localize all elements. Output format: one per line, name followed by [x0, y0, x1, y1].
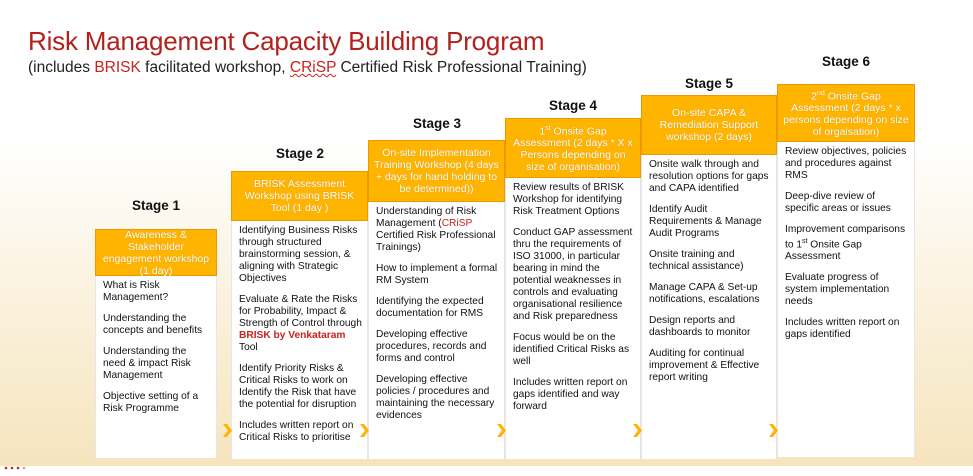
- stage-4-header-text: 1: [539, 125, 546, 138]
- stage-3-column: [368, 140, 505, 459]
- stage-2-item: Identify Priority Risks & Critical Risks to work on Identify the Risk that have the potential for disruption: [239, 363, 357, 410]
- stage-2-item: Identifying Business Risks through structured brainstorming session, & aligning with Strategic Objectives: [239, 225, 358, 284]
- stage-6-header-text: Onsite Gap Assessment (2 days * x persons depending on size of orgaisation): [783, 90, 909, 139]
- stage-4-column: [505, 118, 641, 459]
- chevron-right-icon: [497, 424, 506, 437]
- stage-6-header-text: 2: [811, 90, 817, 103]
- stage-1-item-text: Objective setting of a Risk Programme: [103, 391, 199, 414]
- stage-1-label: Stage 1: [131, 198, 181, 213]
- stage-4-item: Focus would be on the identified Critical Risks as well: [513, 332, 630, 367]
- stage-4-item: Includes written report on gaps identified and way forward: [513, 377, 628, 412]
- stage-6-header-sup: nd: [817, 89, 825, 97]
- stage-1-item: What is Risk Management?: [103, 280, 169, 303]
- stage-6-item-sup: st: [802, 238, 808, 245]
- stage-1-item: Understanding the concepts and benefits: [103, 313, 203, 336]
- stage-4-item: Review results of BRISK Workshop for identifying Risk Treatment Options: [513, 182, 624, 217]
- stage-2-column: [231, 171, 368, 459]
- stage-4-header: [505, 118, 641, 178]
- stage-2-body: [231, 221, 368, 459]
- stage-6-item: Includes written report on gaps identified: [785, 317, 900, 341]
- stage-1-body: [95, 276, 217, 458]
- stage-3-item: Developing effective policies / procedures and maintaining the necessary evidences: [376, 374, 495, 421]
- stage-1-item: [103, 391, 211, 415]
- stage-6-column: [777, 84, 915, 457]
- stage-1-item: Understanding the need & impact Risk Management: [103, 346, 191, 381]
- subtitle-suffix: Certified Risk Professional Training): [336, 59, 587, 76]
- stage-5-item: Onsite training and technical assistance): [649, 249, 744, 272]
- stage-5-body: [641, 155, 777, 459]
- stage-5-header: On-site CAPA & Remediation Support workshop (2 days): [641, 95, 777, 155]
- stage-2-brisk-highlight: BRISK by Venkataram: [239, 330, 346, 341]
- chevron-right-icon: [769, 424, 778, 437]
- stage-6-item-text: Improvement comparisons to 1: [785, 224, 906, 251]
- stage-5-item: Design reports and dashboards to monitor: [649, 315, 751, 338]
- stage-6-item: Evaluate progress of system implementation needs: [785, 272, 890, 308]
- stage-6-label: Stage 6: [821, 54, 871, 69]
- stage-3-label: Stage 3: [412, 116, 462, 131]
- subtitle-crisp: CRiSP: [289, 59, 337, 76]
- stage-2-item: [239, 294, 362, 354]
- stage-6-item: Review objectives, policies and procedures against RMS: [785, 146, 907, 181]
- stage-2-item-text: Tool: [239, 342, 258, 353]
- stage-3-body: [368, 202, 505, 459]
- stage-2-item: Includes written report on Critical Risks to prioritise: [239, 420, 354, 443]
- stage-6-header: [777, 84, 915, 142]
- chevron-right-icon: [360, 424, 369, 437]
- stage-4-body: [505, 178, 641, 459]
- stage-3-item-text: Understanding of Risk Management (: [376, 206, 477, 229]
- stage-3-item: [376, 206, 499, 254]
- stage-2-header: BRISK Assessment Workshop using BRISK Tool (1 day ): [231, 171, 368, 221]
- subtitle-middle: facilitated workshop,: [140, 59, 290, 76]
- stage-6-item-text: Onsite Gap Assessment: [785, 239, 862, 263]
- stage-1-column: [95, 229, 217, 458]
- decorative-dots: [2, 458, 42, 464]
- stage-4-item: Conduct GAP assessment thru the requirements of ISO 31000, in particular bearing in mind the potential weaknesses in controls and evaluating organisational resilience and Risk preparedness: [513, 227, 633, 322]
- subtitle-brisk: BRISK: [94, 59, 141, 76]
- subtitle-prefix: (includes: [28, 59, 95, 76]
- stage-6-item: Deep-dive review of specific areas or issues: [785, 191, 891, 214]
- stage-3-crisp-highlight: CRiSP: [441, 218, 473, 229]
- stage-5-item: Onsite walk through and resolution options for gaps and CAPA identified: [649, 159, 769, 194]
- stage-5-item: Identify Audit Requirements & Manage Audit Programs: [649, 204, 762, 239]
- stage-1-header: Awareness & Stakeholder engagement workshop (1 day): [95, 229, 217, 276]
- page-subtitle: [28, 59, 587, 77]
- stage-3-header: On-site Implementation Training Workshop (4 days + days for hand holding to be determined)): [368, 140, 505, 202]
- chevron-right-icon: [223, 424, 232, 437]
- stage-6-item: [785, 224, 909, 263]
- stage-3-item: Developing effective procedures, records and forms and control: [376, 329, 487, 364]
- stage-4-header-sup: st: [545, 124, 551, 132]
- stage-5-item: Auditing for continual improvement & Effective report writing: [649, 348, 760, 383]
- stage-5-item: Manage CAPA & Set-up notifications, escalations: [649, 282, 760, 305]
- chevron-right-icon: [633, 424, 642, 437]
- stage-2-label: Stage 2: [275, 146, 325, 161]
- stage-5-label: Stage 5: [684, 76, 734, 91]
- stage-5-column: [641, 95, 777, 459]
- stage-6-body: [777, 142, 915, 457]
- stage-3-item-text: Certified Risk Professional Trainings): [376, 230, 496, 253]
- page-title: Risk Management Capacity Building Program: [28, 26, 545, 56]
- stage-3-item: How to implement a formal RM System: [376, 263, 498, 286]
- stage-4-header-text: Onsite Gap Assessment (2 days * X x Persons depending on size of organisation): [513, 125, 633, 174]
- stage-2-item-text: Evaluate & Rate the Risks for Probability, Impact & Strength of Control through: [239, 294, 362, 329]
- stage-4-label: Stage 4: [548, 98, 598, 113]
- stage-3-item: Identifying the expected documentation for RMS: [376, 296, 484, 319]
